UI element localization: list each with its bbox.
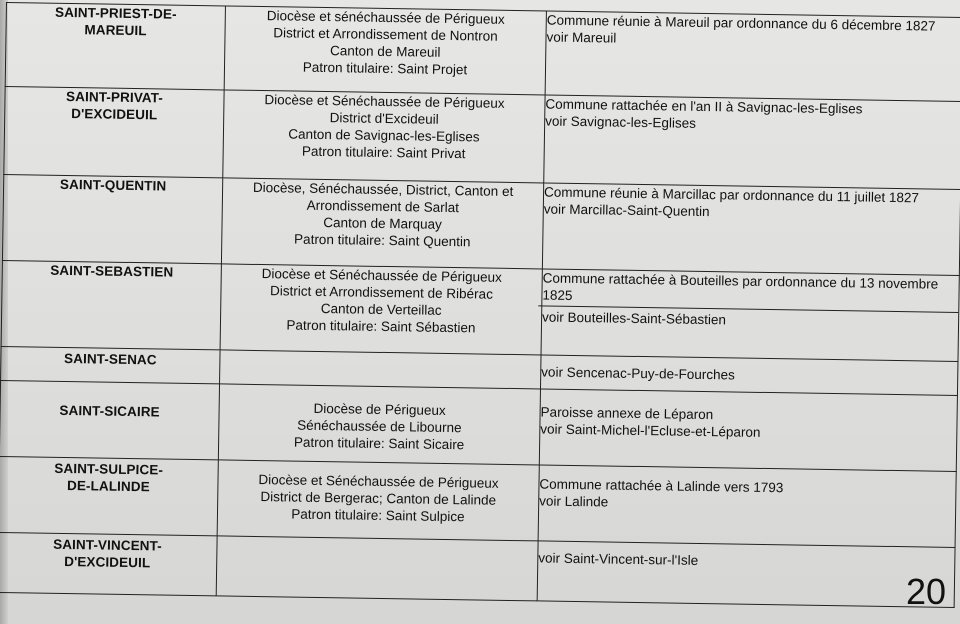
jurisdiction-cell — [220, 350, 541, 389]
jurisdiction-line: Sénéchaussée de Libourne — [297, 417, 462, 436]
table-row — [2, 174, 960, 275]
notes-cell — [545, 11, 960, 102]
jurisdiction-cell — [217, 460, 539, 541]
jurisdiction-line: Patron titulaire: Saint Sicaire — [293, 434, 465, 453]
jurisdiction-line: Arrondissement de Sarlat — [306, 197, 460, 216]
jurisdiction-cell — [218, 384, 540, 465]
notes-line: voir Marcillac-Saint-Quentin — [543, 201, 710, 220]
jurisdiction-line: Patron titulaire: Saint Quentin — [294, 231, 471, 250]
parish-name-line: D'EXCIDEUIL — [64, 553, 151, 571]
notes-line: voir Savignac-les-Eglises — [545, 113, 697, 131]
jurisdiction-line: Diocèse et sénéchaussée de Périgueux — [266, 8, 505, 27]
jurisdiction-cell — [224, 6, 546, 95]
jurisdiction-line: Diocèse et Sénéchaussée de Périgueux — [264, 92, 505, 111]
parish-name-line: SAINT-SENAC — [63, 350, 157, 368]
jurisdiction-line: Patron titulaire: Saint Sulpice — [291, 506, 465, 525]
parish-name-cell — [4, 86, 224, 177]
notes-line: voir Saint-Michel-l'Ecluse-et-Léparon — [540, 421, 761, 440]
parish-name-cell — [2, 174, 222, 263]
jurisdiction-cell — [221, 178, 543, 269]
jurisdiction-line: Diocèse et Sénéchaussée de Périgueux — [261, 266, 502, 285]
parish-name-cell — [5, 3, 225, 90]
jurisdiction-line: District et Arrondissement de Nontron — [273, 25, 498, 44]
jurisdiction-cell — [220, 264, 542, 355]
notes-cell — [538, 465, 956, 548]
parish-name-line: SAINT-PRIVAT- — [65, 88, 164, 106]
notes-line: Commune réunie à Marcillac par ordonnance du 11 juillet 1827 — [543, 184, 920, 206]
parish-name-cell — [1, 346, 221, 383]
parish-name-line: SAINT-SULPICE- — [54, 460, 164, 478]
jurisdiction-line: District d'Excideuil — [329, 110, 439, 127]
notes-cell — [541, 269, 959, 362]
parish-registry-table — [0, 2, 960, 608]
jurisdiction-line: Diocèse de Périgueux — [313, 400, 446, 418]
notes-line: voir Bouteilles-Saint-Sébastien — [538, 305, 958, 332]
jurisdiction-line: Patron titulaire: Saint Projet — [302, 59, 468, 78]
parish-name-cell — [0, 380, 220, 459]
jurisdiction-line: District et Arrondissement de Ribérac — [269, 283, 494, 302]
parish-name-cell — [0, 532, 217, 595]
parish-name-line: MAREUIL — [84, 22, 147, 39]
jurisdiction-line: Canton de Marquay — [323, 215, 442, 232]
notes-cell — [539, 389, 957, 472]
notes-line: Commune rattachée à Bouteilles par ordonnance du 13 novembre — [542, 270, 939, 292]
notes-cell — [542, 183, 960, 276]
jurisdiction-line: Patron titulaire: Saint Privat — [301, 143, 466, 162]
jurisdiction-line: Diocèse, Sénéchaussée, District, Canton et — [252, 179, 514, 199]
notes-line: 1825 — [542, 287, 573, 303]
jurisdiction-line: Patron titulaire: Saint Sébastien — [286, 317, 476, 336]
jurisdiction-line: Canton de Mareuil — [329, 43, 441, 60]
notes-line: Paroisse annexe de Léparon — [540, 404, 714, 423]
parish-name-cell — [0, 456, 218, 535]
notes-line: Commune rattachée à Lalinde vers 1793 — [539, 476, 784, 496]
table-row — [5, 3, 960, 102]
parish-name-line: DE-LALINDE — [66, 478, 150, 495]
jurisdiction-line: Diocèse et Sénéchaussée de Périgueux — [258, 472, 499, 491]
parish-name-line: SAINT-QUENTIN — [59, 176, 167, 194]
parish-name-line: D'EXCIDEUIL — [71, 106, 158, 123]
jurisdiction-cell — [216, 536, 538, 601]
parish-name-cell — [1, 260, 221, 349]
parish-name-line: SAINT-SEBASTIEN — [50, 262, 174, 280]
parish-name-line: SAINT-VINCENT- — [53, 536, 162, 554]
notes-line: voir Saint-Vincent-sur-l'Isle — [538, 550, 699, 568]
notes-line: voir Sencenac-Puy-de-Fourches — [541, 364, 735, 383]
jurisdiction-line: District de Bergerac; Canton de Lalinde — [260, 489, 497, 508]
parish-name-line: SAINT-PRIEST-DE- — [54, 4, 177, 22]
parish-name-line: SAINT-SICAIRE — [59, 402, 160, 420]
jurisdiction-line: Canton de Savignac-les-Eglises — [288, 126, 480, 145]
notes-line: voir Mareuil — [546, 29, 617, 46]
table-row — [1, 260, 959, 361]
table-row — [4, 86, 960, 189]
notes-line: voir Lalinde — [539, 493, 609, 510]
notes-cell — [544, 95, 960, 190]
jurisdiction-cell — [223, 90, 545, 183]
notes-cell — [537, 541, 955, 608]
page-number: 20 — [905, 571, 946, 612]
jurisdiction-line: Canton de Verteillac — [320, 300, 442, 318]
notes-line: Commune réunie à Mareuil par ordonnance du 6 décembre 1827 — [546, 12, 936, 34]
notes-line: Commune rattachée en l'an II à Savignac-les-Eglises — [545, 96, 863, 117]
